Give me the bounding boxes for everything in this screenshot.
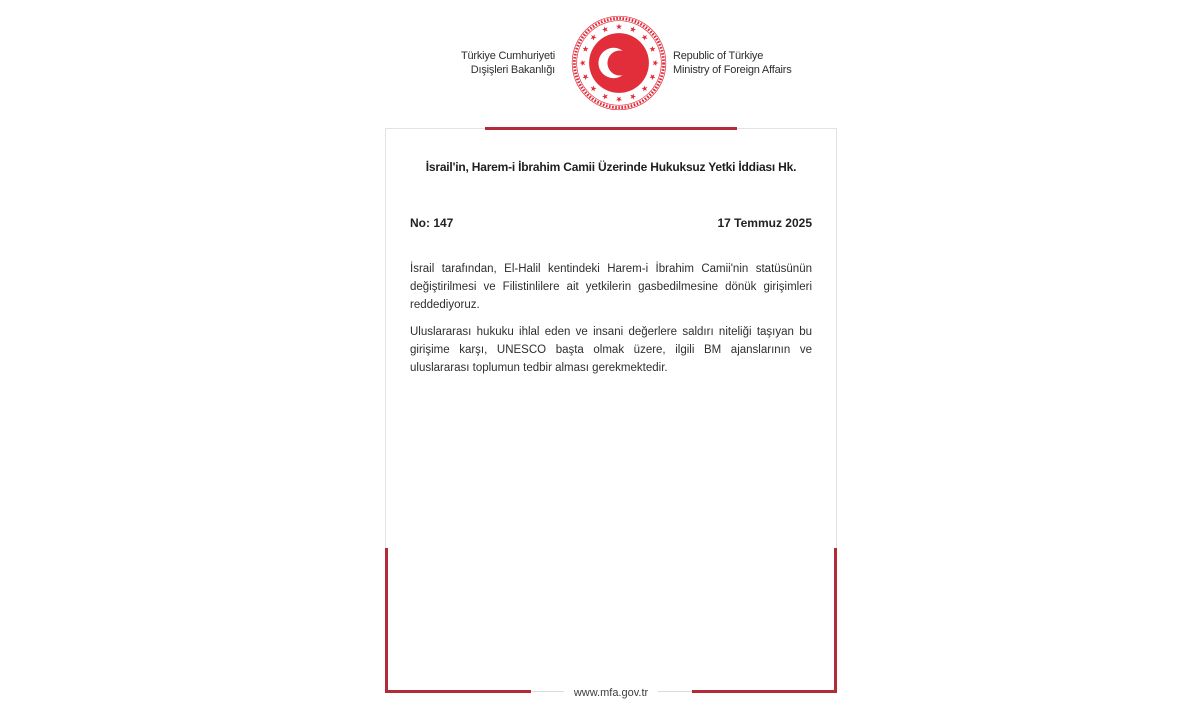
mfa-emblem-icon: [570, 14, 668, 112]
press-release-body: [410, 260, 812, 377]
press-release-card: [385, 128, 837, 699]
press-release-meta: [410, 216, 812, 230]
ministry-name-turkish: [461, 49, 555, 77]
ministry-name-english: [673, 49, 792, 77]
card-bottom-right-accent-rule: [692, 690, 837, 693]
ministry-name-english-line1: Republic of Türkiye: [673, 50, 764, 62]
press-release-paragraph: Uluslararası hukuku ihlal eden ve insani değerlere saldırı niteliği taşıyan bu girişime karşı, UNESCO başta olmak üzere, ilgili BM ajanslarının ve uluslararası toplumun tedbir alması gerekmektedir.: [410, 326, 812, 374]
ministry-name-turkish-line1: Türkiye Cumhuriyeti: [460, 50, 555, 62]
press-release-number: No: 147: [410, 216, 454, 230]
card-top-accent-rule: [485, 127, 737, 130]
mfa-website-url: www.mfa.gov.tr: [564, 687, 658, 699]
press-release-paragraph: İsrail tarafından, El-Halil kentindeki Harem-i İbrahim Camii'nin statüsünün değiştirilmesi ve Filistinlilere ait yetkilerin gasbedilmesine dönük girişimleri reddediyoruz.: [410, 263, 812, 311]
press-release-title: İsrail'in, Harem-i İbrahim Camii Üzerinde Hukuksuz Yetki İddiası Hk.: [425, 160, 797, 174]
card-right-accent-rule: [834, 548, 837, 693]
ministry-name-english-line2: Ministry of Foreign Affairs: [673, 64, 792, 76]
press-release-date: 17 Temmuz 2025: [717, 216, 812, 230]
card-left-accent-rule: [385, 548, 388, 693]
card-bottom-left-accent-rule: [385, 690, 531, 693]
ministry-name-turkish-line2: Dışişleri Bakanlığı: [470, 64, 555, 76]
